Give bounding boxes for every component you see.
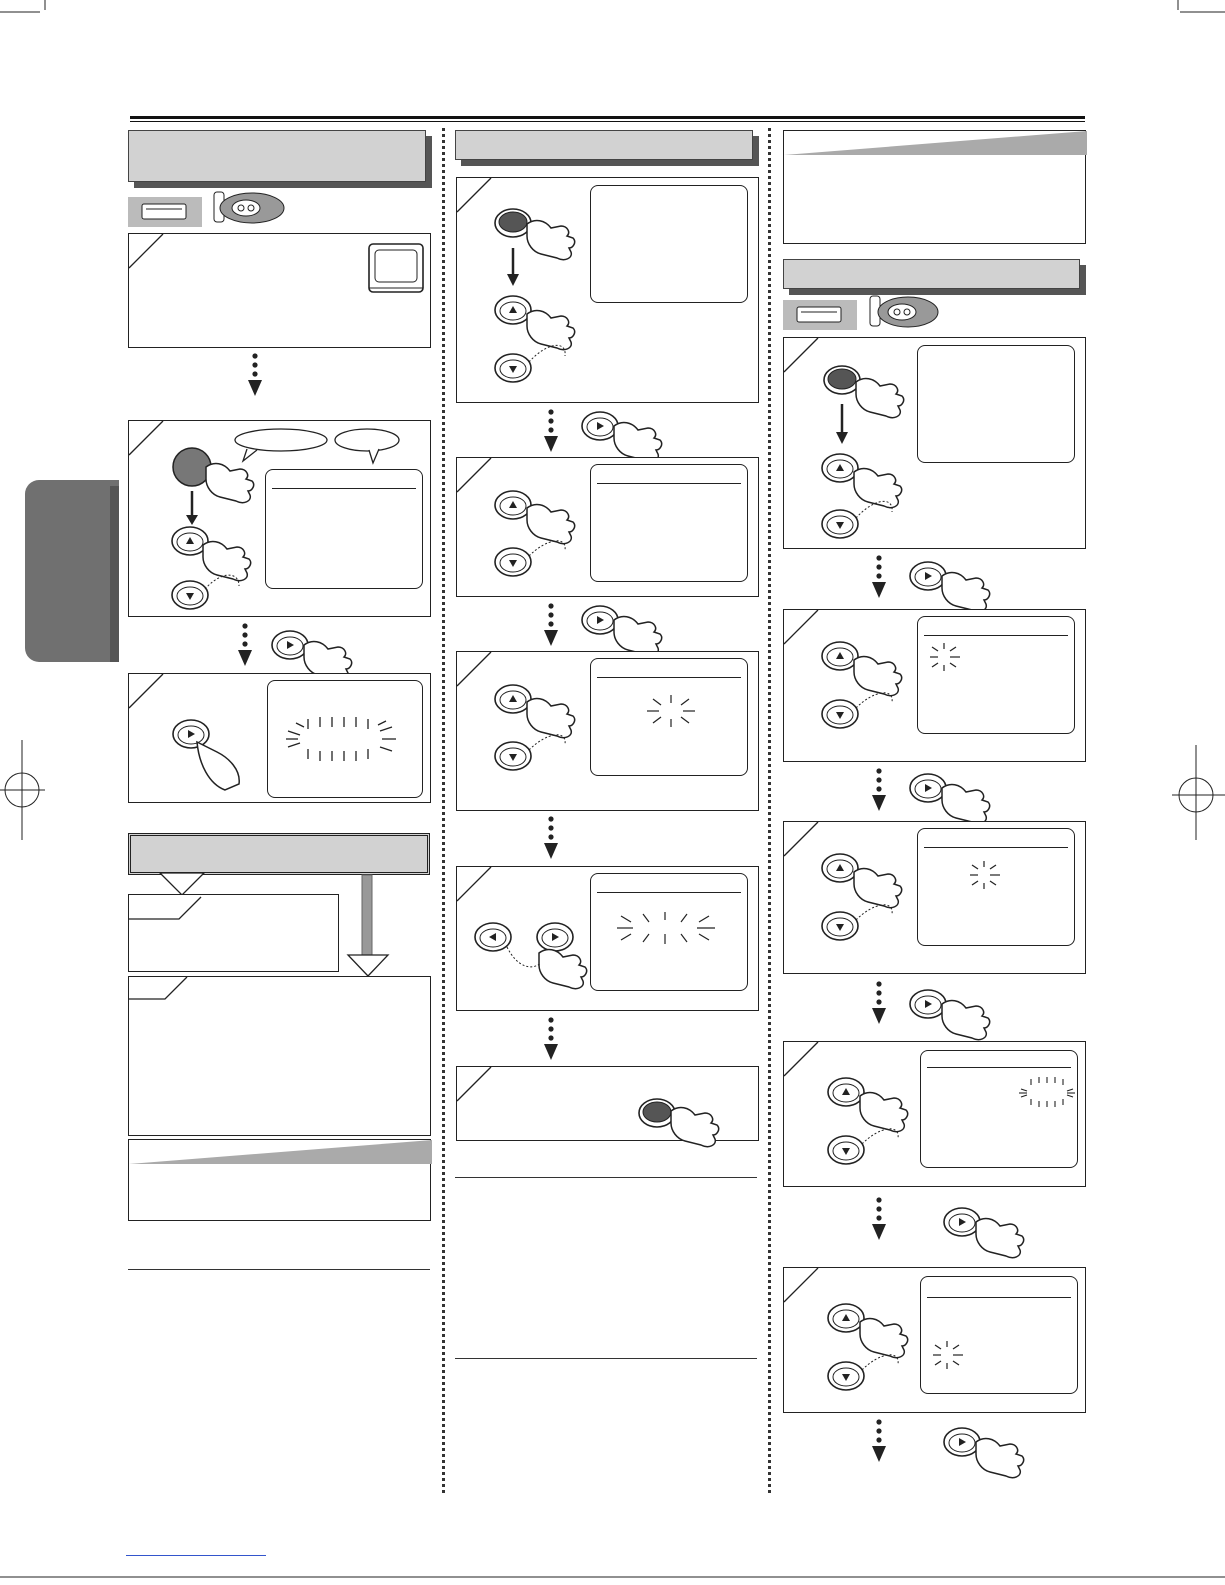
middle-step-3-screen [590, 658, 748, 776]
flow-box-2 [128, 976, 431, 1136]
blink-icon [921, 1277, 1079, 1395]
right-step-4 [783, 1041, 1086, 1187]
side-tab [25, 480, 119, 662]
left-header [128, 130, 426, 182]
left-step-2-screen [265, 469, 423, 589]
right-step-1-screen [917, 345, 1075, 463]
vcr-icon [128, 197, 202, 227]
arrow-down-icon [541, 602, 561, 652]
middle-step-1-screen [590, 185, 748, 303]
right-step-2-screen [917, 616, 1075, 734]
right-step-2 [783, 609, 1086, 762]
middle-step-2-screen [590, 464, 748, 582]
remote-icon [210, 190, 280, 226]
middle-step-4-screen [590, 873, 748, 991]
blink-icon [591, 659, 749, 777]
arrow-down-icon [245, 622, 265, 672]
right-step-5-screen [920, 1276, 1078, 1394]
side-tab-edge [110, 486, 119, 662]
blink-icon [918, 617, 1076, 735]
left-step-1 [128, 233, 431, 348]
top-rule [130, 116, 1085, 119]
right-step-4-screen [920, 1050, 1078, 1168]
left-step-3-screen [267, 680, 423, 798]
arrow-down-icon [869, 554, 889, 604]
arrow-down-icon [869, 1196, 889, 1256]
middle-step-5 [456, 1066, 759, 1141]
right-step-3 [783, 821, 1086, 974]
arrow-down-icon [541, 408, 561, 458]
arrow-down-icon [869, 1418, 889, 1478]
top-rule-thin [130, 121, 1085, 122]
arrow-down-icon [255, 352, 275, 402]
left-rule-bottom [128, 1269, 430, 1270]
flow-header [128, 833, 430, 875]
play-button-icon[interactable] [908, 770, 1008, 820]
middle-step-3 [456, 651, 759, 811]
tv-icon [367, 242, 427, 296]
right-step-1 [783, 337, 1086, 549]
play-button-icon[interactable] [908, 558, 1008, 608]
right-step-3-screen [917, 828, 1075, 946]
left-step-2 [128, 420, 431, 617]
middle-step-4 [456, 866, 759, 1011]
middle-step-2 [456, 457, 759, 597]
arrow-down-icon [869, 980, 889, 1030]
blink-icon [268, 681, 424, 799]
arrow-down-icon [541, 815, 561, 865]
right-step-5 [783, 1267, 1086, 1413]
note-left [128, 1139, 431, 1221]
right-header [783, 259, 1080, 289]
play-button-icon[interactable] [270, 625, 370, 675]
column-separator-left [442, 128, 445, 1493]
remote-icon [866, 294, 936, 330]
blink-icon [918, 829, 1076, 947]
note-right [783, 130, 1086, 244]
middle-rule-1 [455, 1177, 757, 1178]
flow-box-1 [128, 894, 339, 972]
left-step-3 [128, 673, 431, 803]
middle-rule-2 [455, 1358, 757, 1359]
blink-icon [591, 874, 749, 992]
arrow-down-icon [541, 1016, 561, 1066]
middle-header [455, 130, 753, 160]
vcr-icon [783, 300, 857, 330]
play-button-icon[interactable] [942, 1204, 1042, 1254]
arrow-down-icon [869, 767, 889, 817]
column-separator-right [768, 128, 771, 1493]
middle-step-1 [456, 177, 759, 403]
play-button-icon[interactable] [908, 986, 1008, 1036]
play-button-icon[interactable] [580, 408, 680, 458]
play-button-icon[interactable] [942, 1424, 1042, 1474]
blink-icon [921, 1051, 1079, 1169]
play-button-icon[interactable] [580, 602, 680, 652]
footer-link[interactable] [126, 1555, 266, 1556]
